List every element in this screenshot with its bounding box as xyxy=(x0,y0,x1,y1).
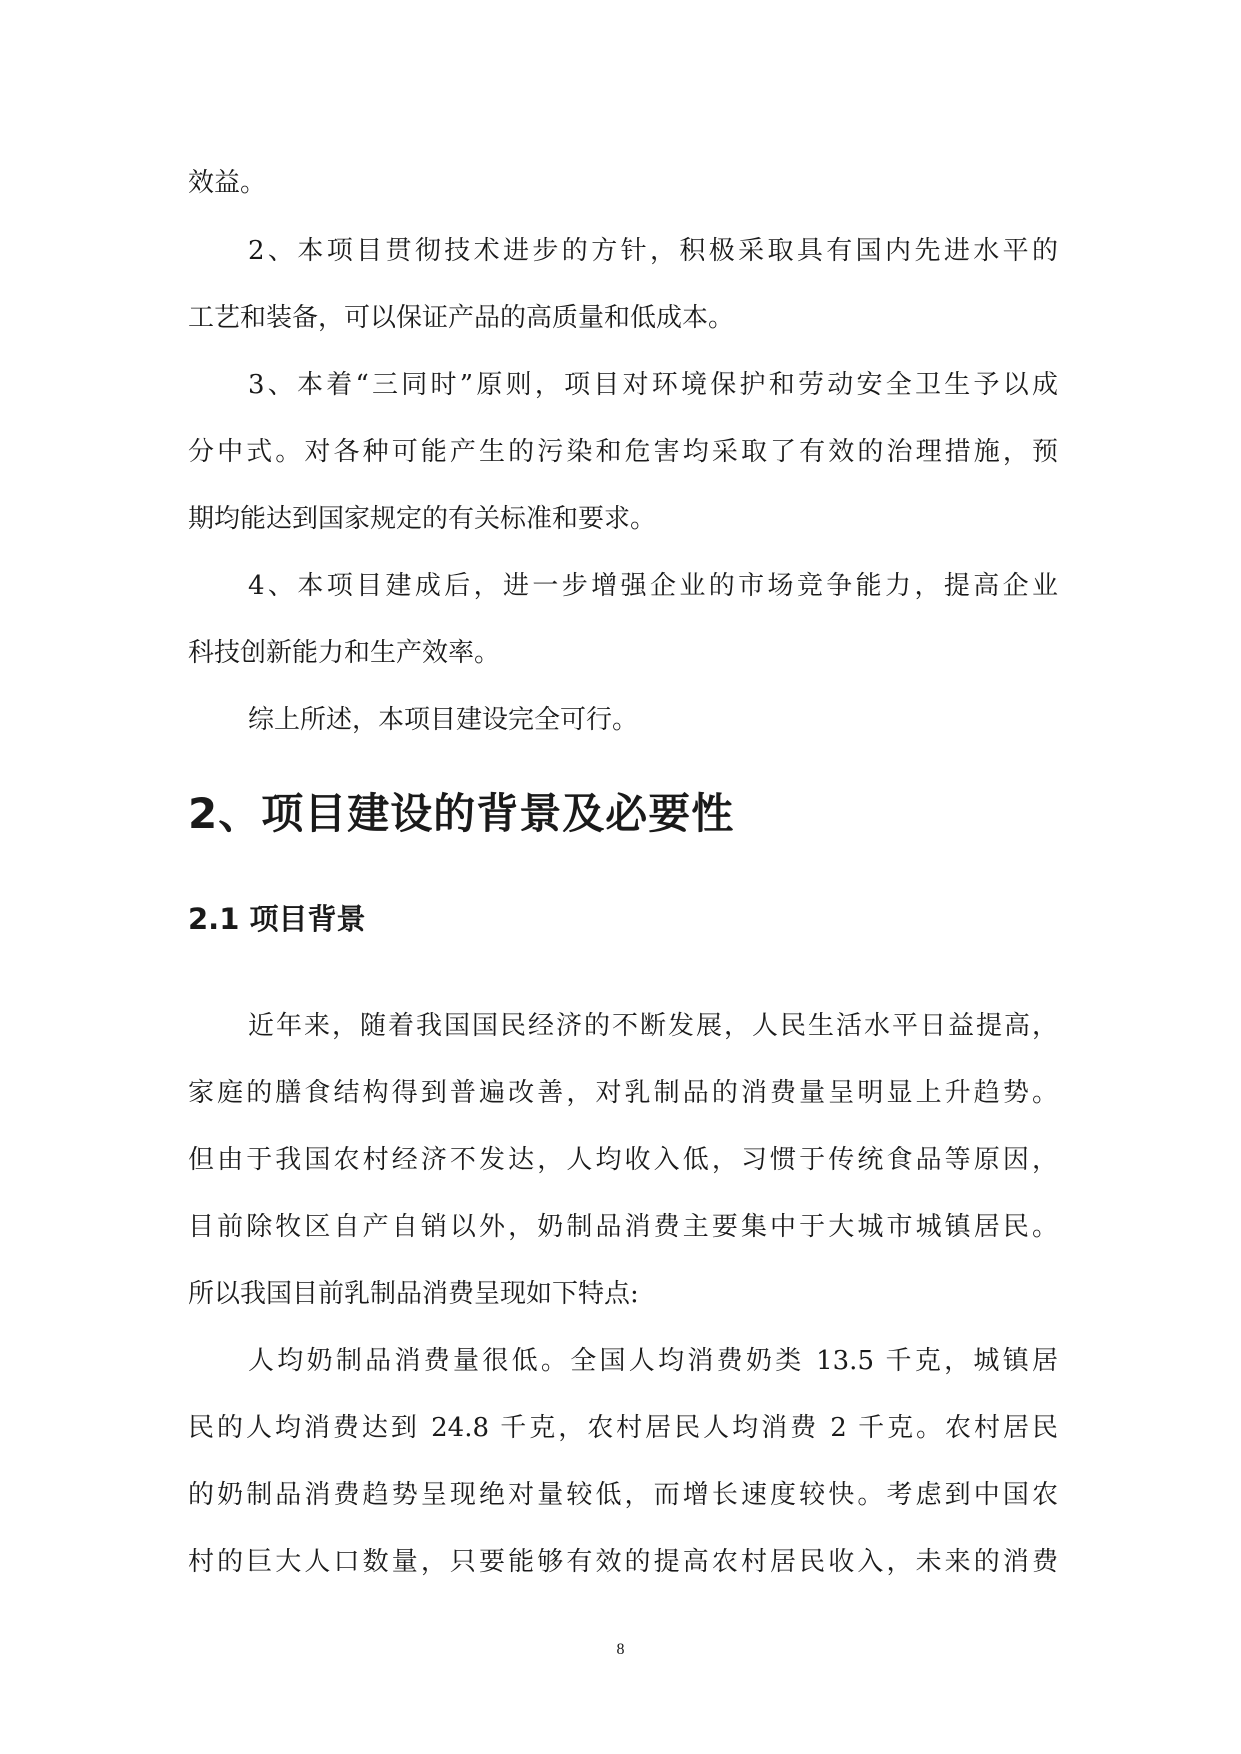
text-line: 期均能达到国家规定的有关标准和要求。 xyxy=(188,504,657,534)
text-line: 的奶制品消费趋势呈现绝对量较低，而增长速度较快。考虑到中国农 xyxy=(188,1480,1058,1510)
text-line: 民的人均消费达到 24.8 千克，农村居民人均消费 2 千克。农村居民 xyxy=(188,1413,1058,1443)
text-line: 效益。 xyxy=(188,168,267,198)
section-heading: 2、项目建设的背景及必要性 xyxy=(188,789,735,838)
text-line: 村的巨大人口数量，只要能够有效的提高农村居民收入，未来的消费 xyxy=(188,1547,1058,1577)
text-line: 2、本项目贯彻技术进步的方针，积极采取具有国内先进水平的 xyxy=(248,236,1058,266)
text-line: 人均奶制品消费量很低。全国人均消费奶类 13.5 千克，城镇居 xyxy=(248,1346,1058,1376)
subsection-heading: 2.1 项目背景 xyxy=(188,902,366,936)
text-line: 3、本着“三同时”原则，项目对环境保护和劳动安全卫生予以成 xyxy=(248,370,1058,400)
text-line: 家庭的膳食结构得到普遍改善，对乳制品的消费量呈明显上升趋势。 xyxy=(188,1078,1058,1108)
text-line: 近年来，随着我国国民经济的不断发展，人民生活水平日益提高， xyxy=(248,1011,1058,1041)
text-line: 目前除牧区自产自销以外，奶制品消费主要集中于大城市城镇居民。 xyxy=(188,1212,1058,1242)
text-line: 4、本项目建成后，进一步增强企业的市场竞争能力，提高企业 xyxy=(248,571,1058,601)
text-line: 综上所述，本项目建设完全可行。 xyxy=(248,705,639,735)
page-number: 8 xyxy=(616,1641,625,1658)
text-line: 所以我国目前乳制品消费呈现如下特点: xyxy=(188,1279,639,1309)
text-line: 科技创新能力和生产效率。 xyxy=(188,638,501,668)
text-line: 但由于我国农村经济不发达，人均收入低，习惯于传统食品等原因， xyxy=(188,1145,1058,1175)
text-line: 工艺和装备，可以保证产品的高质量和低成本。 xyxy=(188,303,735,333)
text-line: 分中式。对各种可能产生的污染和危害均采取了有效的治理措施，预 xyxy=(188,437,1058,467)
